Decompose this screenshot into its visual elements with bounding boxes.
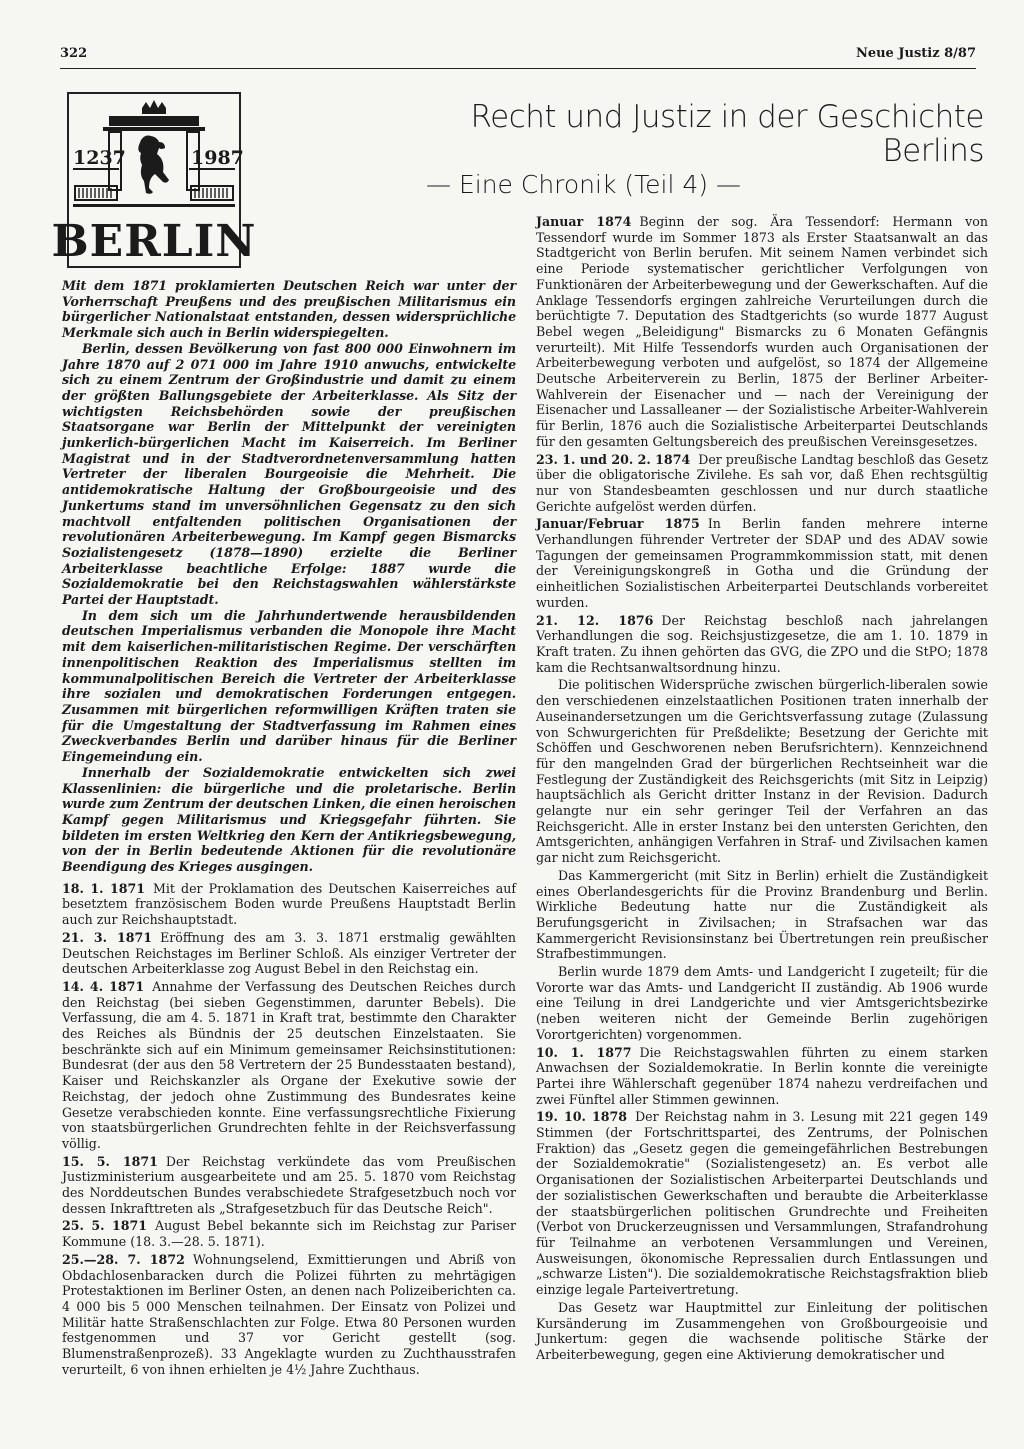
entry-text: Der Reichstag beschloß nach jahrelangen Verhandlungen die sog. Reichsjustizgesetze, die am 1. 10. 1879 in Kraft traten. Zu ihnen gehörten das GVG, die ZPO und die StPO; 1878 kam die Rechtsanwaltsordnung hinzu. [536,612,988,675]
entry-date: 25. 5. 1871 [62,1218,147,1234]
entry-text: Die Reichstagswahlen führten zu einem starken Anwachsen der Sozialdemokratie. In Berlin konnte die vereinigte Partei ihre Wählerschaft gegenüber 1874 nahezu verdreifachen und zwei Fünftel aller Stimmen gewinnen. [536,1044,988,1107]
entry-text: Wohnungselend, Exmittierungen und Abriß von Obdachlosenbaracken durch die Polizei führten zu mehrtägigen Protestaktionen im Berliner Osten, an denen nach Polizeiberichten ca. 4 000 bis 5 000 Menschen teilnahmen. Der Einsatz von Polizei und Militär hatte Straßenschlachten zur Folge. Etwa 80 Personen wurden festgenommen und 37 vor Gericht gestellt (sog. Blumenstraßenprozeß). 33 Angeklagte wurden zu Zuchthausstrafen verurteilt, 6 von ihnen erhielten je 4½ Jahre Zuchthaus. [62,1251,516,1377]
entry-date: Januar/Februar 1875 [536,516,700,532]
entry-text: August Bebel bekannte sich im Reichstag zur Pariser Kommune (18. 3.—28. 5. 1871). [62,1218,516,1250]
entry-date: 23. 1. und 20. 2. 1874 [536,451,691,467]
berlin-750-logo [51,92,257,268]
entry-date: 25.—28. 7. 1872 [62,1251,185,1267]
article-subtitle: — Eine Chronik (Teil 4) — [426,170,742,200]
logo-year-left: 1237 [73,147,126,169]
chronicle-entry [536,1109,988,1297]
entry-date: 18. 1. 1871 [62,880,145,896]
entry-text: Der Reichstag verkündete das vom Preußischen Justizministerium ausgearbeitete und am 25. 5. 1870 vom Reichstag des Norddeutschen Bundes verabschiedete Strafgesetzbuch noch vor dessen Inkrafttreten als „Strafgesetzbuch für das Deutsche Reich". [62,1153,516,1216]
chronicle-entry [62,1218,516,1249]
berlin-logo-graphic [51,94,257,267]
entry-date: Januar 1874 [536,214,632,229]
chronicle-entry [62,930,516,977]
chronicle-entry [536,613,988,676]
body-paragraph: Berlin wurde 1879 dem Amts- und Landgericht I zugeteilt; für die Vororte war das Amts- und Landgericht II zuständig. Ab 1906 wurde eine Teilung in drei Landgerichte und vier Amtsgerichtsbezirke (neben weiteren nicht der Gemeinde Berlin zugehörigen Vorortgerichten) vorgenommen. [536,964,988,1042]
entry-date: 10. 1. 1877 [536,1044,632,1060]
entry-text: Der Reichstag nahm in 3. Lesung mit 221 gegen 149 Stimmen (der Fortschrittspartei, des Zentrums, der Polnischen Fraktion) das „Gesetz gegen die gemeingefährlichen Bestrebungen der Sozialdemokratie" (Sozialistengesetz) an. Es verbot alle Organisationen der Sozialistischen Arbeiterpartei Deutschlands und der sozialistischen Gewerkschaften und beraubte die Arbeiterklasse der staatsbürgerlichen politischen Grundrechte und Freiheiten (Verbot von Druckerzeugnissen und Versammlungen, Strafandrohung für Teilnahme an verbotenen Versammlungen und Vereinen, Ausweisungen, ökonomische Repressalien durch Entlassungen und „schwarze Listen"). Die sozialdemokratische Reichstagsfraktion blieb einzige legale Parteivertretung. [536,1109,988,1298]
entry-date: 15. 5. 1871 [62,1153,158,1169]
entry-date: 14. 4. 1871 [62,978,145,994]
intro-paragraph: In dem sich um die Jahrhundertwende herausbildenden deutschen Imperialismus verbanden die Monopole ihre Macht mit dem kaiserlichen-militaristischen Regime. Der verschärften innenpolitischen Reaktion des Imperialismus stellten im kommunalpolitischen Bereich die Vertreter der Arbeiterklasse ihre sozialen und demokratischen Forderungen entgegen. Zusammen mit bürgerlichen reformwilligen Kräften traten sie für die Umgestaltung der Stadtverfassung im Rahmen eines Zweckverbandes Berlin und darüber hinaus für die Berliner Eingemeindung ein. [62,607,516,765]
page-header [60,46,976,70]
intro-paragraph: Innerhalb der Sozialdemokratie entwickelten sich zwei Klassenlinien: die bürgerliche und die proletarische. Berlin wurde zum Zentrum der deutschen Linken, die einen heroischen Kampf gegen Militarismus und Kriegsgefahr führten. Sie bildeten im ersten Weltkrieg den Kern der Antikriegsbewegung, von der in Berlin bedeutende Aktionen für die revolutionäre Beendigung des Krieges ausgingen. [62,764,516,875]
chronicle-entry [62,1252,516,1378]
logo-city: BERLIN [51,216,257,267]
article-title-block [420,100,984,199]
entry-text: Der preußische Landtag beschloß das Gesetz über die obligatorische Zivilehe. Es sah vor, daß Ehen rechtsgültig nur von Standesbeamten geschlossen und nur durch staatliche Gerichte aufgelöst werden dürfen. [536,451,988,514]
body-paragraph: Die politischen Widersprüche zwischen bürgerlich-liberalen sowie den verschiedenen einzelstaatlichen Positionen traten innerhalb der Auseinandersetzungen um die Gerichtsverfassung zutage (Zulassung von Schwurgerichten für Preßdelikte; Besetzung der Gerichte mit Schöffen und Geschworenen neben Berufsrichtern). Kennzeichnend für den mangelnden Grad der bürgerlichen Rechtseinheit war die Festlegung der Zuständigkeit des Reichsgerichts (mit Sitz in Leipzig) hauptsächlich als Gericht dritter Instanz in der Revision. Dadurch gelangte nur ein sehr geringer Teil der Verfahren an das Reichsgericht. Alle in erster Instanz bei den untersten Gerichten, den Amtsgerichten, anhängigen Verfahren in Straf- und Zivilsachen kamen gar nicht zum Reichsgericht. [536,677,988,866]
journal-title: Neue Justiz 8/87 [855,46,976,61]
chronicle-entry [536,1045,988,1108]
body-paragraph: Das Kammergericht (mit Sitz in Berlin) erhielt die Zuständigkeit eines Oberlandesgerichts für die Provinz Brandenburg und Berlin. Wirkliche Bedeutung hatte nur die Zuständigkeit als Berufungsgericht in Zivilsachen; in Strafsachen war das Kammergericht Revisionsinstanz bei Übertretungen rein preußischer Strafbestimmungen. [536,867,988,962]
crown-icon [142,100,166,114]
entry-text: Beginn der sog. Ära Tessendorf: Hermann von Tessendorf wurde im Sommer 1873 als Erster Staatsanwalt an das Stadtgericht von Berlin berufen. Mit seinem Namen verbindet sich eine Periode systematischer gerichtlicher Verfolgungen von Funktionären der Arbeiterbewegung und der Gewerkschaften. Auf die Anklage Tessendorfs ergingen zahlreiche Verurteilungen durch die berüchtigte 7. Deputation des Stadtgerichts (so wurde 1877 August Bebel wegen „Beleidigung" Bismarcks zu 6 Monaten Gefängnis verurteilt). Mit Hilfe Tessendorfs wurden auch Organisationen der Arbeiterbewegung verboten und aufgelöst, so 1874 der Allgemeine Deutsche Arbeiterverein zu Berlin, 1875 der Berliner Arbeiter-Wahlverein der Eisenacher und — nach der Vereinigung der Eisenacher und Lassalleaner — der Sozialistische Arbeiter-Wahlverein für Berlin, 1876 auch die Sozialistische Arbeiterpartei Deutschlands für den gesamten Geltungsbereich des preußischen Vereinsgesetzes. [536,214,988,449]
left-column [62,278,516,1380]
body-paragraph: Das Gesetz war Hauptmittel zur Einleitung der politischen Kursänderung im Zusammengehen von Großbourgeoisie und Junkertum: gegen die wachsende politische Stärke der Arbeiterbewegung, gegen eine Aktivierung demokratischer und [536,1299,988,1362]
bear-icon [138,136,169,194]
entry-date: 21. 12. 1876 [536,612,654,628]
entry-date: 21. 3. 1871 [62,929,153,945]
intro-text [62,278,516,875]
entry-text: In Berlin fanden mehrere interne Verhandlungen führender Vertreter der SDAP und des ADAV sowie Tagungen der gemeinsamen Programmkommission statt, mit denen der Vereinigungskongreß in Gotha und die Gründung der einheitlichen Sozialistischen Arbeiterpartei Deutschlands vorbereitet wurden. [536,516,989,610]
page-number: 322 [60,46,88,61]
entry-text: Eröffnung des am 3. 3. 1871 erstmalig gewählten Deutschen Reichstages im Berliner Schloß. Als einziger Vertreter der deutschen Arbeiterklasse zog August Bebel in den Reichstag ein. [62,929,516,977]
gate-attic [109,116,199,126]
entry-date: 19. 10. 1878 [536,1109,628,1125]
header-rule [60,68,976,69]
chronicle-entry [62,1154,516,1217]
chronicle-entry [536,452,988,515]
intro-paragraph: Mit dem 1871 proklamierten Deutschen Reich war unter der Vorherrschaft Preußens und des preußischen Militarismus ein bürgerlicher Nationalstaat entstanden, dessen widersprüchliche Merkmale sich auch in Berlin widerspiegelten. [62,278,516,341]
chronicle-entry [62,881,516,928]
chronicle-entry [536,516,988,610]
entry-text: Annahme der Verfassung des Deutschen Reiches durch den Reichstag (bei sieben Gegenstimmen, darunter Bebels). Die Verfassung, die am 4. 5. 1871 in Kraft trat, bestimmte den Charakter des Reiches als Bündnis der 25 deutschen Einzelstaaten. Sie beschränkte sich auf ein Minimum gemeinsamer Reichsinstitutionen: Bundesrat (der aus den 58 Vertretern der 25 Bundesstaaten bestand), Kaiser und Reichskanzler als Organe der Exekutive sowie der Reichstag, der jedoch ohne Zustimmung des Bundesrates keine Gesetze verabschieden konnte. Eine verfassungsrechtliche Fixierung von staatsbürgerlichen Grundrechten fehlte in der Reichsverfassung völlig. [62,978,516,1151]
logo-year-right: 1987 [191,147,244,169]
intro-paragraph: Berlin, dessen Bevölkerung von fast 800 000 Einwohnern im Jahre 1870 auf 2 071 000 im Jahre 1910 anwuchs, entwickelte sich zu einem Zentrum der Großindustrie und damit zu einem der größten Ballungsgebiete der Arbeiterklasse. Als Sitz der wichtigsten Reichsbehörden sowie der preußischen Staatsorgane war Berlin der Mittelpunkt der vereinigten junkerlich-bürgerlichen Macht im Kaiserreich. Im Berliner Magistrat und in der Stadtverordnetenversammlung hatten Vertreter der liberalen Bourgeoisie die Mehrheit. Die antidemokratische Haltung der Großbourgeoisie und des Junkertums stand im unversöhnlichen Gegensatz zu den sich machtvoll entfaltenden politischen Organisationen der revolutionären Arbeiterbewegung. Im Kampf gegen Bismarcks Sozialistengesetz (1878—1890) erzielte die Berliner Arbeiterklasse beachtliche Erfolge: 1887 wurde die Sozialdemokratie bei den Reichstagswahlen wählerstärkste Partei der Hauptstadt. [62,340,516,608]
chronicle-entry [536,214,988,450]
entry-text: Mit der Proklamation des Deutschen Kaiserreiches auf besetztem französischem Boden wurde Preußens Hauptstadt Berlin auch zur Reichshauptstadt. [62,880,516,928]
right-column [536,214,988,1365]
article-title: Recht und Justiz in der Geschichte Berlins [470,99,984,170]
chronicle-entry [62,979,516,1152]
